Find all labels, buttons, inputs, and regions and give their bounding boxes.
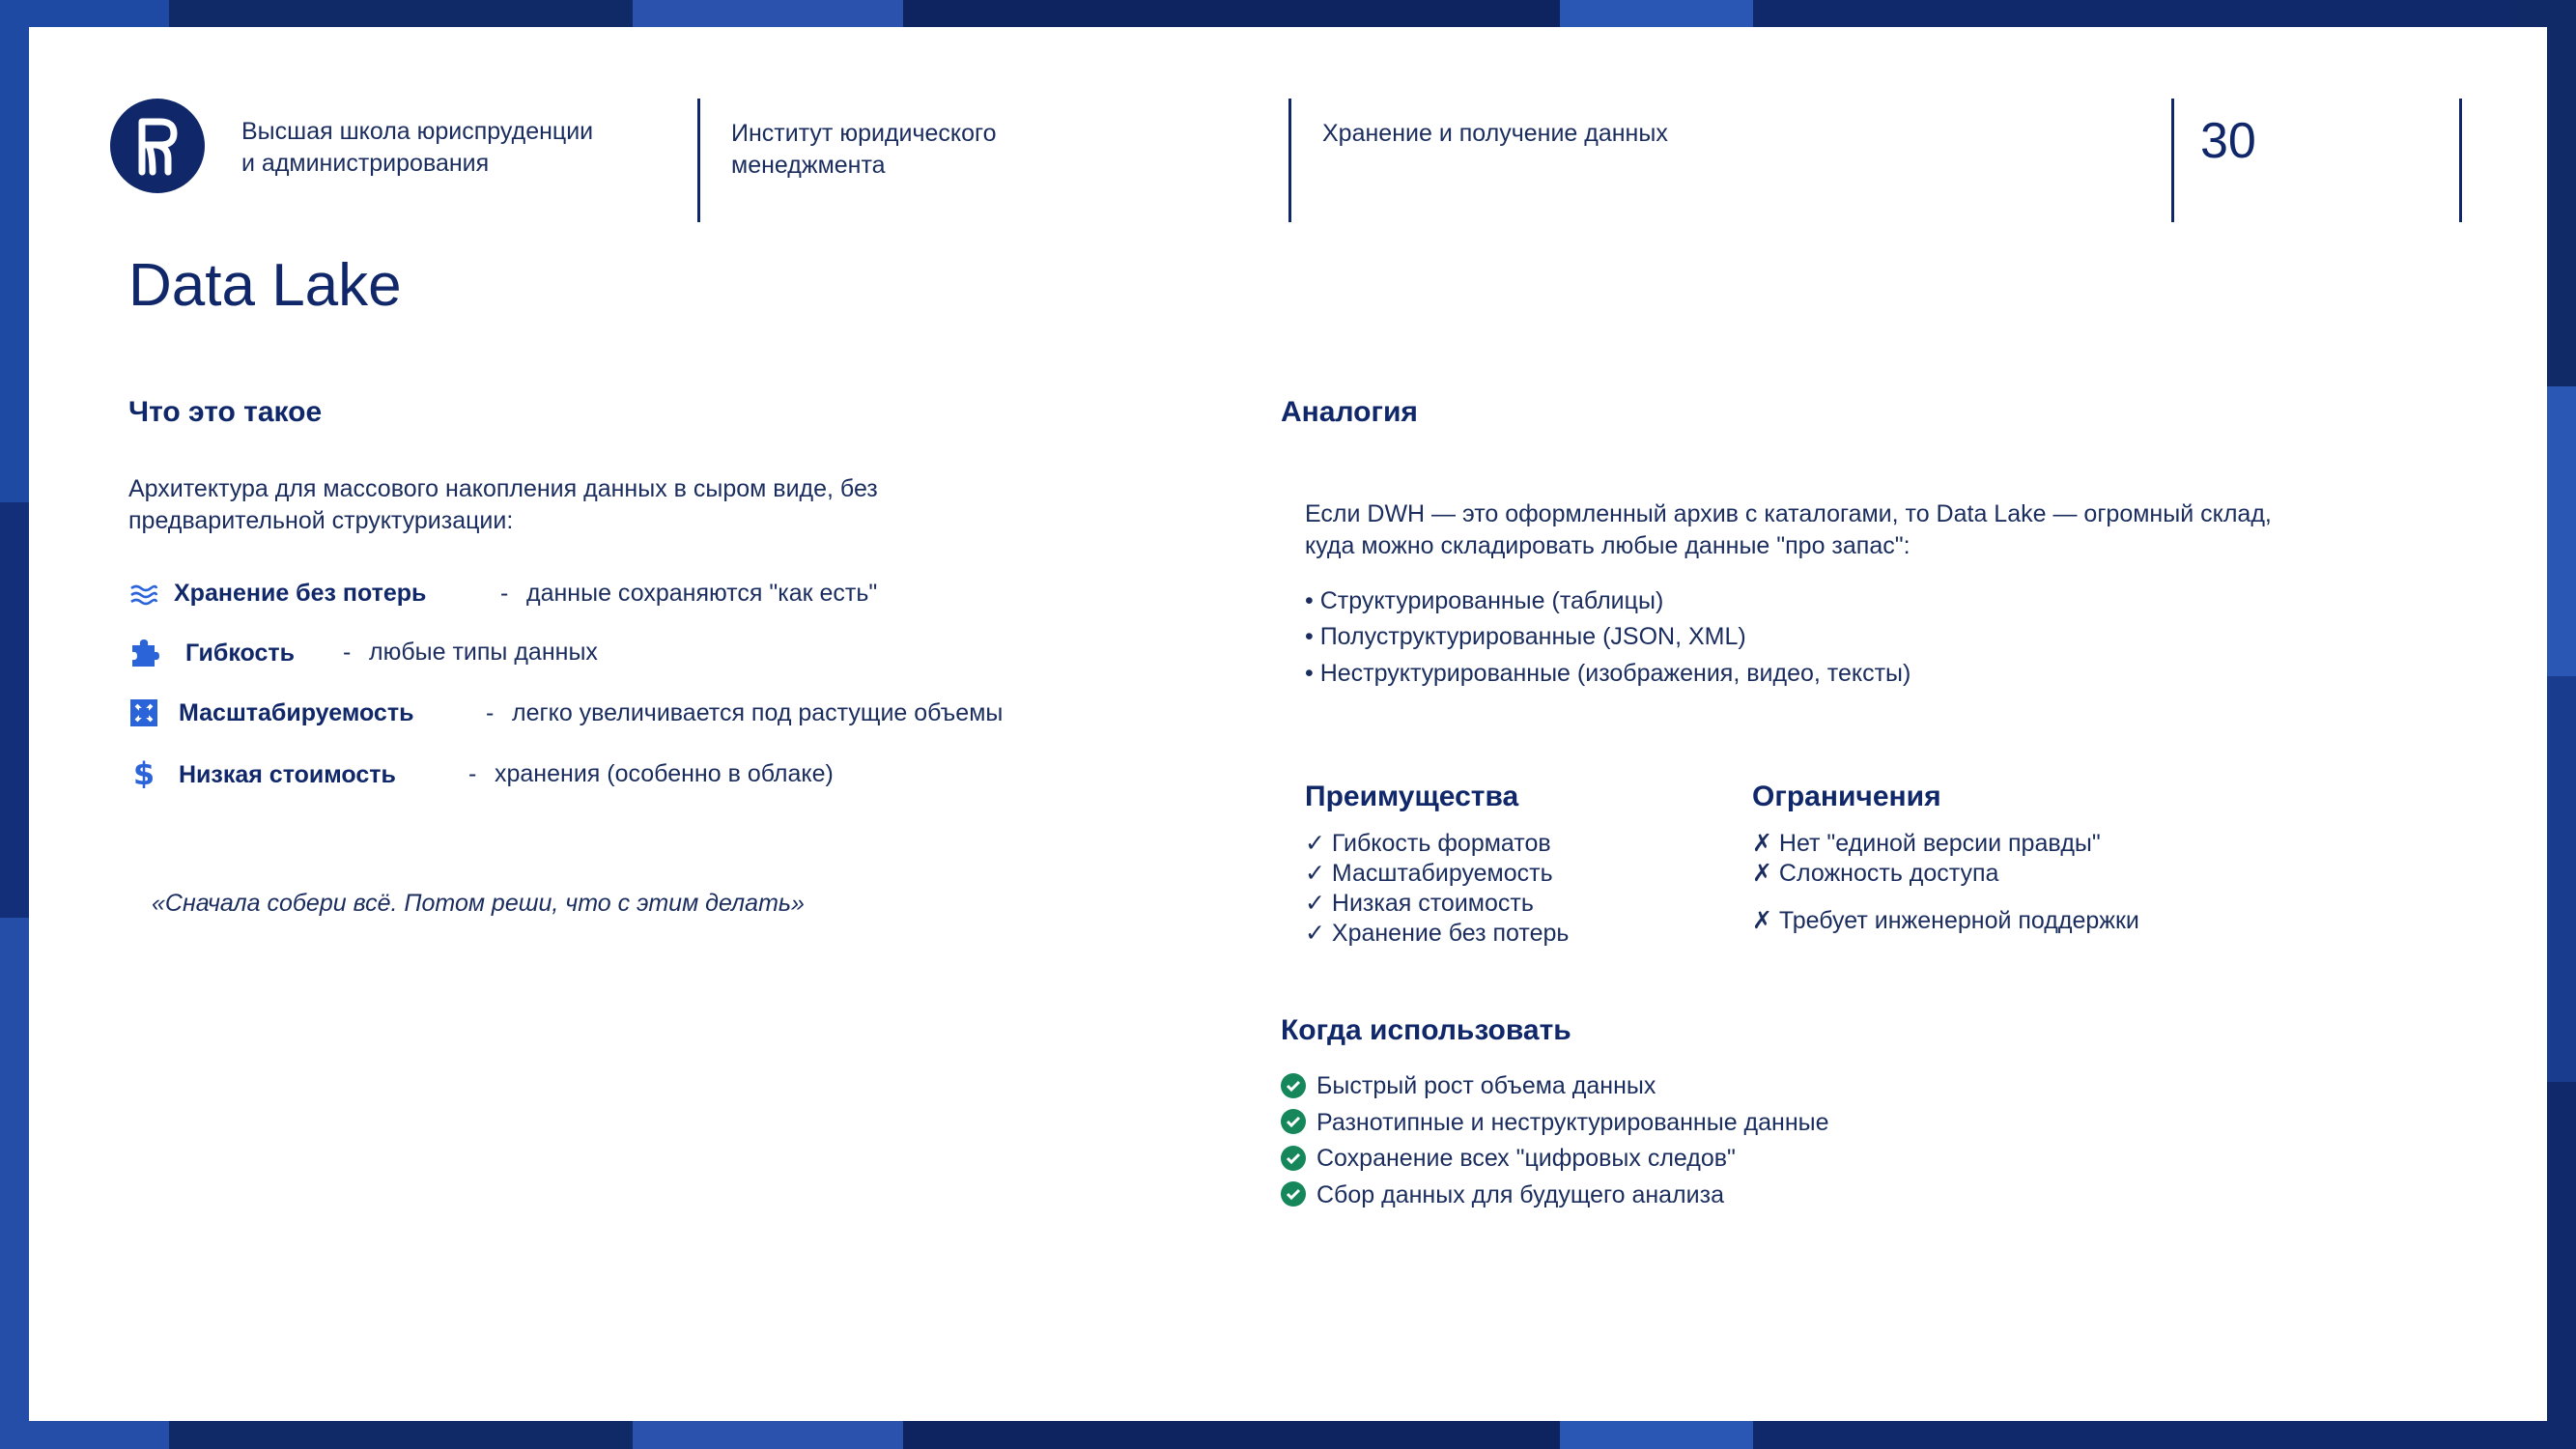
header-divider	[697, 99, 700, 222]
feature-description: хранения (особенно в облаке)	[495, 760, 834, 787]
school-name	[241, 116, 593, 180]
feature-name: Низкая стоимость	[179, 761, 396, 788]
description-line: Архитектура для массового накопления данных в сыром виде, без	[128, 475, 878, 502]
analogy-heading: Аналогия	[1281, 396, 1418, 428]
school-name-line: и администрирования	[241, 150, 490, 177]
analogy-item: • Структурированные (таблицы)	[1305, 587, 1664, 614]
feature-dash: -	[486, 699, 495, 726]
feature-dash: -	[468, 760, 477, 787]
institute-name	[731, 118, 997, 182]
expand-icon	[128, 697, 159, 728]
pros-item: ✓ Хранение без потерь	[1305, 920, 1570, 947]
check-circle-icon	[1281, 1109, 1306, 1134]
waves-icon	[128, 579, 159, 610]
check-circle-icon	[1281, 1181, 1306, 1207]
analogy-item: • Полуструктурированные (JSON, XML)	[1305, 623, 1746, 650]
analogy-item: • Неструктурированные (изображения, видео, тексты)	[1305, 660, 1911, 687]
feature-name: Хранение без потерь	[174, 580, 427, 607]
when-item: Быстрый рост объема данных	[1316, 1072, 1656, 1099]
slide	[29, 27, 2547, 1421]
section-title: Хранение и получение данных	[1322, 120, 1668, 147]
what-is-description	[128, 473, 878, 537]
feature-description: легко увеличивается под растущие объемы	[512, 699, 1004, 726]
svg-text:$: $	[132, 757, 156, 788]
page-number: 30	[2200, 113, 2256, 169]
institute-name-line: менеджмента	[731, 152, 886, 179]
header-divider	[2171, 99, 2174, 222]
when-heading: Когда использовать	[1281, 1014, 1571, 1046]
pros-item: ✓ Масштабируемость	[1305, 860, 1553, 887]
header-divider	[1288, 99, 1291, 222]
school-name-line: Высшая школа юриспруденции	[241, 118, 594, 145]
check-circle-icon	[1281, 1146, 1306, 1171]
analogy-text-line: куда можно складировать любые данные "про запас":	[1305, 532, 1911, 559]
pros-item: ✓ Гибкость форматов	[1305, 830, 1551, 857]
feature-description: любые типы данных	[369, 639, 598, 666]
cons-item: ✗ Нет "единой версии правды"	[1752, 830, 2101, 857]
description-line: предварительной структуризации:	[128, 507, 514, 534]
header-divider	[2459, 99, 2462, 222]
feature-name: Гибкость	[185, 639, 296, 667]
cons-heading: Ограничения	[1752, 781, 1941, 812]
pros-heading: Преимущества	[1305, 781, 1519, 812]
feature-dash: -	[500, 580, 509, 607]
when-item: Сохранение всех "цифровых следов"	[1316, 1145, 1736, 1172]
check-circle-icon	[1281, 1073, 1306, 1098]
institute-name-line: Институт юридического	[731, 120, 997, 147]
feature-dash: -	[343, 639, 352, 666]
what-is-heading: Что это такое	[128, 396, 323, 428]
cons-item: ✗ Требует инженерной поддержки	[1752, 907, 2139, 934]
pros-item: ✓ Низкая стоимость	[1305, 890, 1534, 917]
puzzle-icon	[128, 637, 159, 668]
hse-logo	[110, 99, 205, 193]
feature-description: данные сохраняются "как есть"	[526, 580, 878, 607]
quote: «Сначала собери всё. Потом реши, что с этим делать»	[152, 890, 805, 917]
when-item: Разнотипные и неструктурированные данные	[1316, 1109, 1829, 1136]
feature-name: Масштабируемость	[179, 699, 414, 726]
analogy-text-line: Если DWH — это оформленный архив с каталогами, то Data Lake — огромный склад,	[1305, 500, 2272, 527]
when-item: Сбор данных для будущего анализа	[1316, 1181, 1724, 1208]
slide-title: Data Lake	[128, 252, 402, 319]
cons-item: ✗ Сложность доступа	[1752, 860, 1999, 887]
analogy-text	[1305, 498, 2272, 562]
dollar-icon	[128, 757, 159, 788]
